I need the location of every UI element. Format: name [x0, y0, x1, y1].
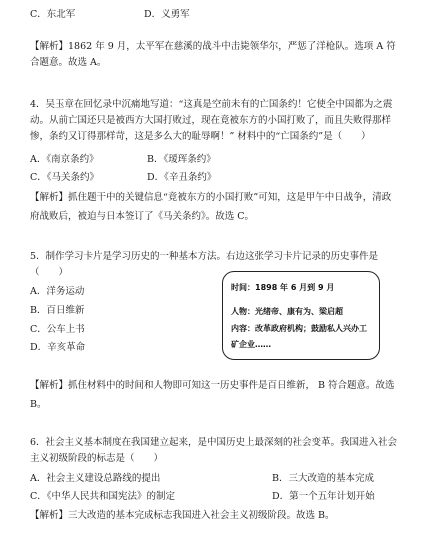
- q4-option-a: A．《南京条约》: [30, 154, 99, 165]
- analysis-text: 三大改造的基本完成标志我国进入社会主义初级阶段。故选 B。: [68, 510, 335, 521]
- analysis-tag: 【解析】: [30, 510, 69, 521]
- q4-stem-line-2: 动。从前亡国还只是被西方大国打败过，现在竟被东方的小国打败了，而且失败得那样: [30, 115, 392, 126]
- q6-stem-line-2: 主义初级阶段的标志是（ ）: [30, 453, 164, 464]
- q6-option-d: D．第一个五年计划开始: [272, 491, 375, 502]
- q5-option-a: A．洋务运动: [30, 286, 85, 297]
- q4-option-b: B．《瑷珲条约》: [147, 154, 216, 165]
- q5-analysis-line-2: B。: [30, 399, 47, 410]
- q4-analysis-line-2: 府战败后，被迫与日本签订了《马关条约》。故选 C。: [30, 211, 255, 222]
- q4-analysis-line-1: [30, 191, 391, 204]
- q5-option-b: B．百日维新: [30, 305, 85, 316]
- q3-analysis-line-2: 合题意。故选 A。: [30, 57, 107, 68]
- study-card: [222, 271, 380, 360]
- q4-stem-line-1: 4．吴玉章在回忆录中沉痛地写道：“这真是空前未有的亡国条约！它使全中国都为之震: [30, 99, 393, 110]
- q5-option-d: D．辛亥革命: [30, 342, 86, 353]
- q4-stem-line-3: 惨，条约又订得那样苛，这是多么大的耻辱啊！” 材料中的“亡国条约”是（ ）: [30, 131, 371, 142]
- q4-option-c: C．《马关条约》: [30, 172, 100, 183]
- q3-option-d: D．义勇军: [144, 9, 190, 20]
- q4-option-d: D．《辛丑条约》: [147, 172, 217, 183]
- q5-stem-line-2: （ ）: [30, 267, 69, 278]
- analysis-tag: 【解析】: [30, 380, 69, 391]
- q5-option-c: C．公车上书: [30, 324, 85, 335]
- q3-analysis-line-1: [30, 40, 396, 53]
- card-content-line-1: 内容：改革政府机构；鼓励私人兴办工: [231, 324, 367, 333]
- analysis-tag: 【解析】: [30, 192, 69, 203]
- q5-stem-line-1: 5．制作学习卡片是学习历史的一种基本方法。右边这张学习卡片记录的历史事件是: [30, 251, 379, 262]
- analysis-text: 1862 年 9 月，太平军在慈溪的战斗中击毙领华尔，严惩了洋枪队。选项 A 符: [68, 41, 396, 52]
- q3-option-c: C．东北军: [30, 9, 76, 20]
- analysis-text: 抓住材料中的时间和人物即可知这一历史事件是百日维新， B 符合题意。故选: [68, 380, 395, 391]
- q6-analysis-line-1: [30, 509, 335, 522]
- analysis-text: 抓住题干中的关键信息“竟被东方的小国打败”可知，这是甲午中日战争，清政: [68, 192, 392, 203]
- q6-stem-line-1: 6．社会主义基本制度在我国建立起来，是中国历史上最深刻的社会变革。我国进入社会: [30, 437, 398, 448]
- card-people: 人物：光绪帝、康有为、梁启超: [231, 307, 343, 316]
- q5-analysis-line-1: [30, 379, 395, 392]
- card-content-line-2: 矿企业……: [231, 340, 271, 349]
- q6-option-c: C．《中华人民共和国宪法》的制定: [30, 491, 176, 502]
- q6-option-b: B．三大改造的基本完成: [272, 473, 374, 484]
- card-time: 时间：1898 年 6 月到 9 月: [231, 283, 335, 292]
- analysis-tag: 【解析】: [30, 41, 69, 52]
- q6-option-a: A．社会主义建设总路线的提出: [30, 473, 161, 484]
